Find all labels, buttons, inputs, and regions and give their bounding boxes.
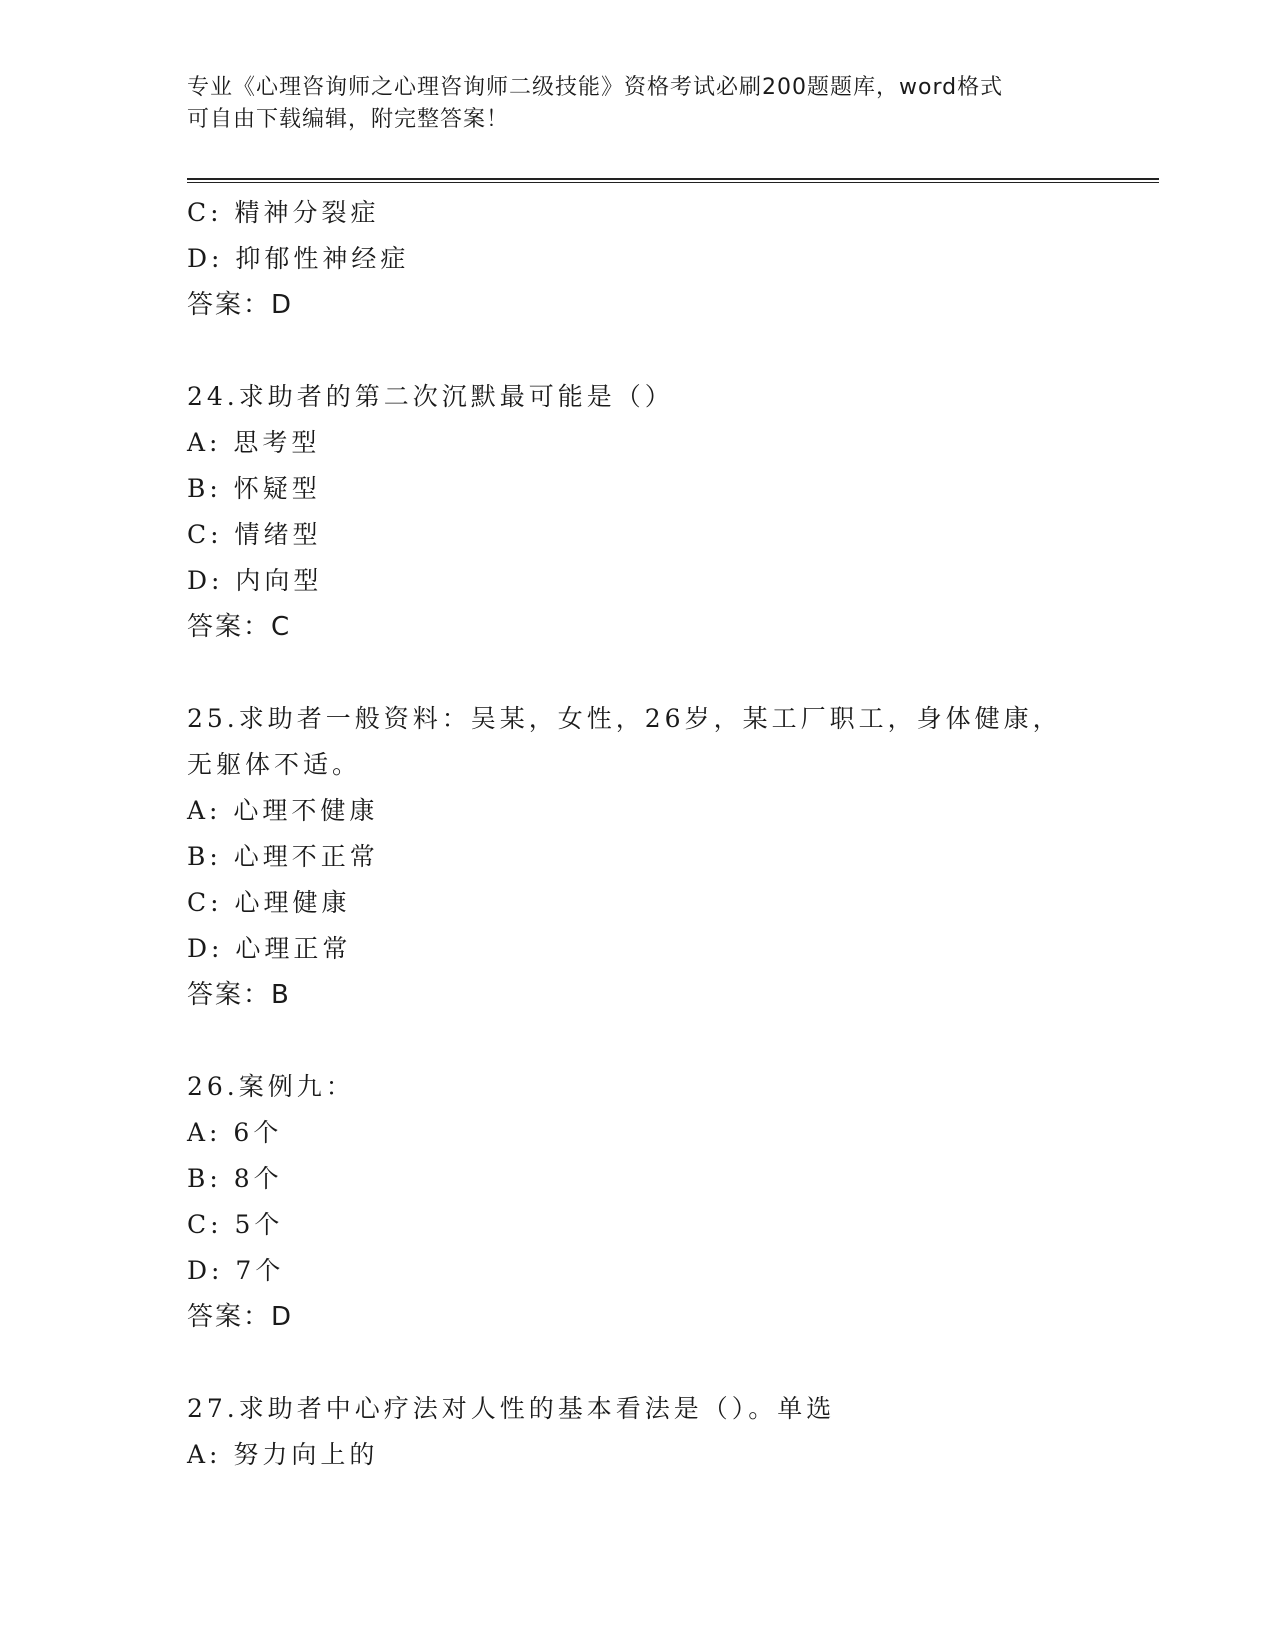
option-d: D: 7个 [187,1256,285,1285]
option-c: C: 情绪型 [187,520,322,549]
answer-line: 答案：C [187,612,292,642]
option-c: C: 5个 [187,1210,284,1239]
option-b: B: 8个 [187,1164,283,1193]
header-divider [187,178,1159,183]
option-a: A: 心理不健康 [187,796,379,825]
option-c: C: 心理健康 [187,888,351,917]
question-stem: 26.案例九： [187,1072,355,1101]
question-stem: 27.求助者中心疗法对人性的基本看法是（）。单选 [187,1394,836,1423]
option-b: B: 心理不正常 [187,842,379,871]
spacer [187,1018,1087,1064]
answer-line: 答案：B [187,980,291,1010]
question-block-24 [187,374,1087,650]
option-a: A: 思考型 [187,428,321,457]
option-d: D: 心理正常 [187,934,352,963]
header-title-line-2: 可自由下载编辑，附完整答案！ [187,107,510,132]
question-block-partial [187,190,1087,328]
question-block-25 [187,696,1087,1018]
answer-line: 答案：D [187,290,294,320]
option-a: A: 6个 [187,1118,283,1147]
spacer [187,328,1087,374]
option-d: D: 抑郁性神经症 [187,244,410,273]
question-stem: 25.求助者一般资料：吴某，女性，26岁，某工厂职工，身体健康，无躯体不适。 [187,704,1062,779]
answer-line: 答案：D [187,1302,294,1332]
question-stem: 24.求助者的第二次沉默最可能是（） [187,382,674,411]
spacer [187,1340,1087,1386]
option-b: B: 怀疑型 [187,474,321,503]
spacer [187,650,1087,696]
option-c: C: 精神分裂症 [187,198,380,227]
document-header [187,72,1087,136]
question-block-26 [187,1064,1087,1340]
option-a: A: 努力向上的 [187,1440,379,1469]
question-list [187,190,1087,1478]
question-block-27 [187,1386,1087,1478]
header-title-line-1: 专业《心理咨询师之心理咨询师二级技能》资格考试必刷200题题库，word格式 [187,75,1004,100]
option-d: D: 内向型 [187,566,323,595]
